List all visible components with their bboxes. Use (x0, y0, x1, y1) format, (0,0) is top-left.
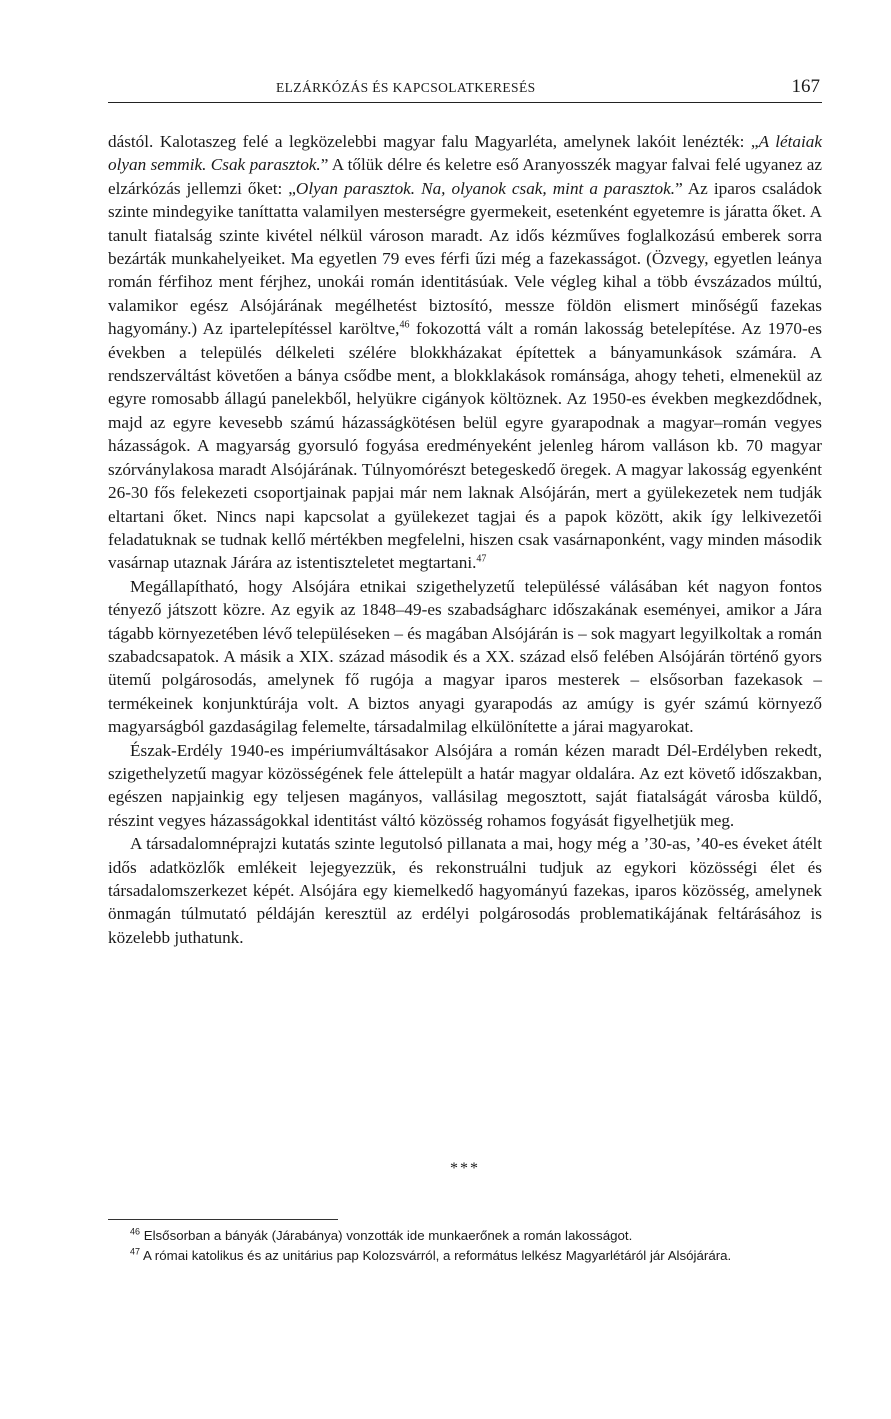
running-header (108, 78, 822, 103)
footnote (108, 1246, 822, 1266)
quote-text: A létaiak olyan semmik. Csak parasztok. (108, 132, 822, 175)
paragraph (108, 832, 822, 949)
footnote-text: Elsősorban a bányák (Járabánya) vonzották ide munkaerőnek a román lakosságot. (140, 1228, 633, 1243)
footnote-number: 47 (130, 1246, 141, 1257)
footnote-ref: 46 (399, 319, 410, 331)
footnotes (108, 1226, 822, 1266)
body-text (108, 130, 822, 949)
header-title: ELZÁRKÓZÁS ÉS KAPCSOLATKERESÉS (276, 80, 536, 95)
footnote-ref: 47 (476, 553, 487, 565)
footnote (108, 1226, 822, 1246)
paragraph-text: Észak-Erdély 1940-es impériumváltásakor Alsójára a román kézen maradt Dél-Erdélyben rekedt, szigethelyzetű magyar közösségének fele áttelepült a határ magyar oldalára. Az ezt követő időszakban, egészen napjainkig egy teljesen magányos, vallásilag megosztott, saját fiatalságát városba küldő, részint vegyes házasságokkal identitást váltó közösség rohamos fogyását figyelhetjük meg. (108, 740, 822, 830)
paragraph-text: dástól. Kalotaszeg felé a legközelebbi magyar falu Magyarléta, amelynek lakóit lenézték: „ (108, 132, 759, 151)
footnote-number: 46 (130, 1226, 141, 1237)
paragraph-text: ” Az iparos családok szinte mindegyike taníttatta valamilyen mesterségre gyermekeit, esetenként egyetemre is járatta őket. A tanult fiatalság szinte kivétel nélkül városon maradt. Az idős kézműves foglalkozású emberek sorra bezárták munkahelyeiket. Ma egyetlen 79 eves férfi űzi még a fazekasságot. (Özvegy, egyetlen leánya román férfihoz ment férjhez, unokái román identitásúak. Vele végleg kihal a több évszázados múltú, valamikor egész Alsójárának megélhetést biztosító, messze földön elismert minőségű fazekas hagyomány.) Az ipartelepítéssel karöltve, (108, 178, 822, 339)
paragraph-text: Megállapítható, hogy Alsójára etnikai szigethelyzetű településsé válásában két nagyon fontos tényező játszott közre. Az egyik az 1848–49-es szabadságharc időszakának eseményei, amikor a Jára tágabb környezetében lévő településeken – és magában Alsójárán is – sok magyart legyilkoltak a román szabadcsapatok. A másik a XIX. század második és a XX. század első felében Alsójárán történő gyors ütemű polgárosodás, amelynek fő rugója a magyar iparos mesterek – elsősorban fazekasok – termékeinek konjunktúrája volt. A biztos anyagi gyarapodás az amúgy is gyér számú környező magyarságból gazdaságilag felemelte, társadalmilag elkülönítette a járai magyarokat. (108, 576, 823, 737)
page-number: 167 (791, 76, 820, 97)
paragraph (108, 130, 822, 575)
book-page (108, 0, 822, 1419)
quote-text: Olyan parasztok. Na, olyanok csak, mint a parasztok. (295, 178, 676, 198)
section-separator: *** (450, 1160, 480, 1177)
footnote-rule (108, 1219, 338, 1220)
paragraph (108, 575, 822, 739)
paragraph-text: ” A tőlük délre és keletre eső Aranyosszék magyar falvai felé ugyanez az elzárkózás jellemzi őket: „ (108, 155, 823, 198)
paragraph-text: fokozottá vált a román lakosság betelepítése. Az 1970-es években a település délkeleti szélére blokkházakat építettek a bányamunkások számára. A rendszerváltást követően a bánya csődbe ment, a blokklakások románsága, ahogy teheti, elmenekül az egyre romosabb állagú panelekből, helyükre cigányok költöznek. Az 1950-es években megkezdődnek, majd az egyre kevesebb számú házasságkötésen belül egyre gyarapodnak a magyar–román vegyes házasságok. A magyarság gyorsuló fogyása eredményeként jelenleg három valláson kb. 70 magyar szórványlakosa maradt Alsójárának. Túlnyomórészt betegeskedő öregek. A magyar lakosság egyenként 26-30 fős felekezeti csoportjainak papjai már nem laknak Alsójárán, mert a gyülekezetek nem tudják eltartani őket. Nincs napi kapcsolat a gyülekezet tagjai és a papok között, akik így lelkivezetői feladatuknak se tudnak kellő mértékben megfelelni, hiszen csak vasárnaponként, vagy minden második vasárnap utaznak Járára az istentiszteletet megtartani. (108, 319, 822, 573)
paragraph (108, 739, 822, 833)
paragraph-text: A társadalomnéprajzi kutatás szinte legutolsó pillanata a mai, hogy még a ’30-as, ’40-es éveket átélt idős adatközlők emlékeit lejegyezzük, és rekonstruálni tudjuk az egykori közösségi élet és társadalomszerkezet képét. Alsójára egy kiemelkedő hagyományú fazekas, iparos közösség, amelynek önmagán túlmutató példáján keresztül az erdélyi polgárosodás problematikájának feltárásához is közelebb juthatunk. (108, 834, 822, 947)
footnote-text: A római katolikus és az unitárius pap Kolozsvárról, a református lelkész Magyarlétáról jár Alsójárára. (140, 1248, 732, 1263)
